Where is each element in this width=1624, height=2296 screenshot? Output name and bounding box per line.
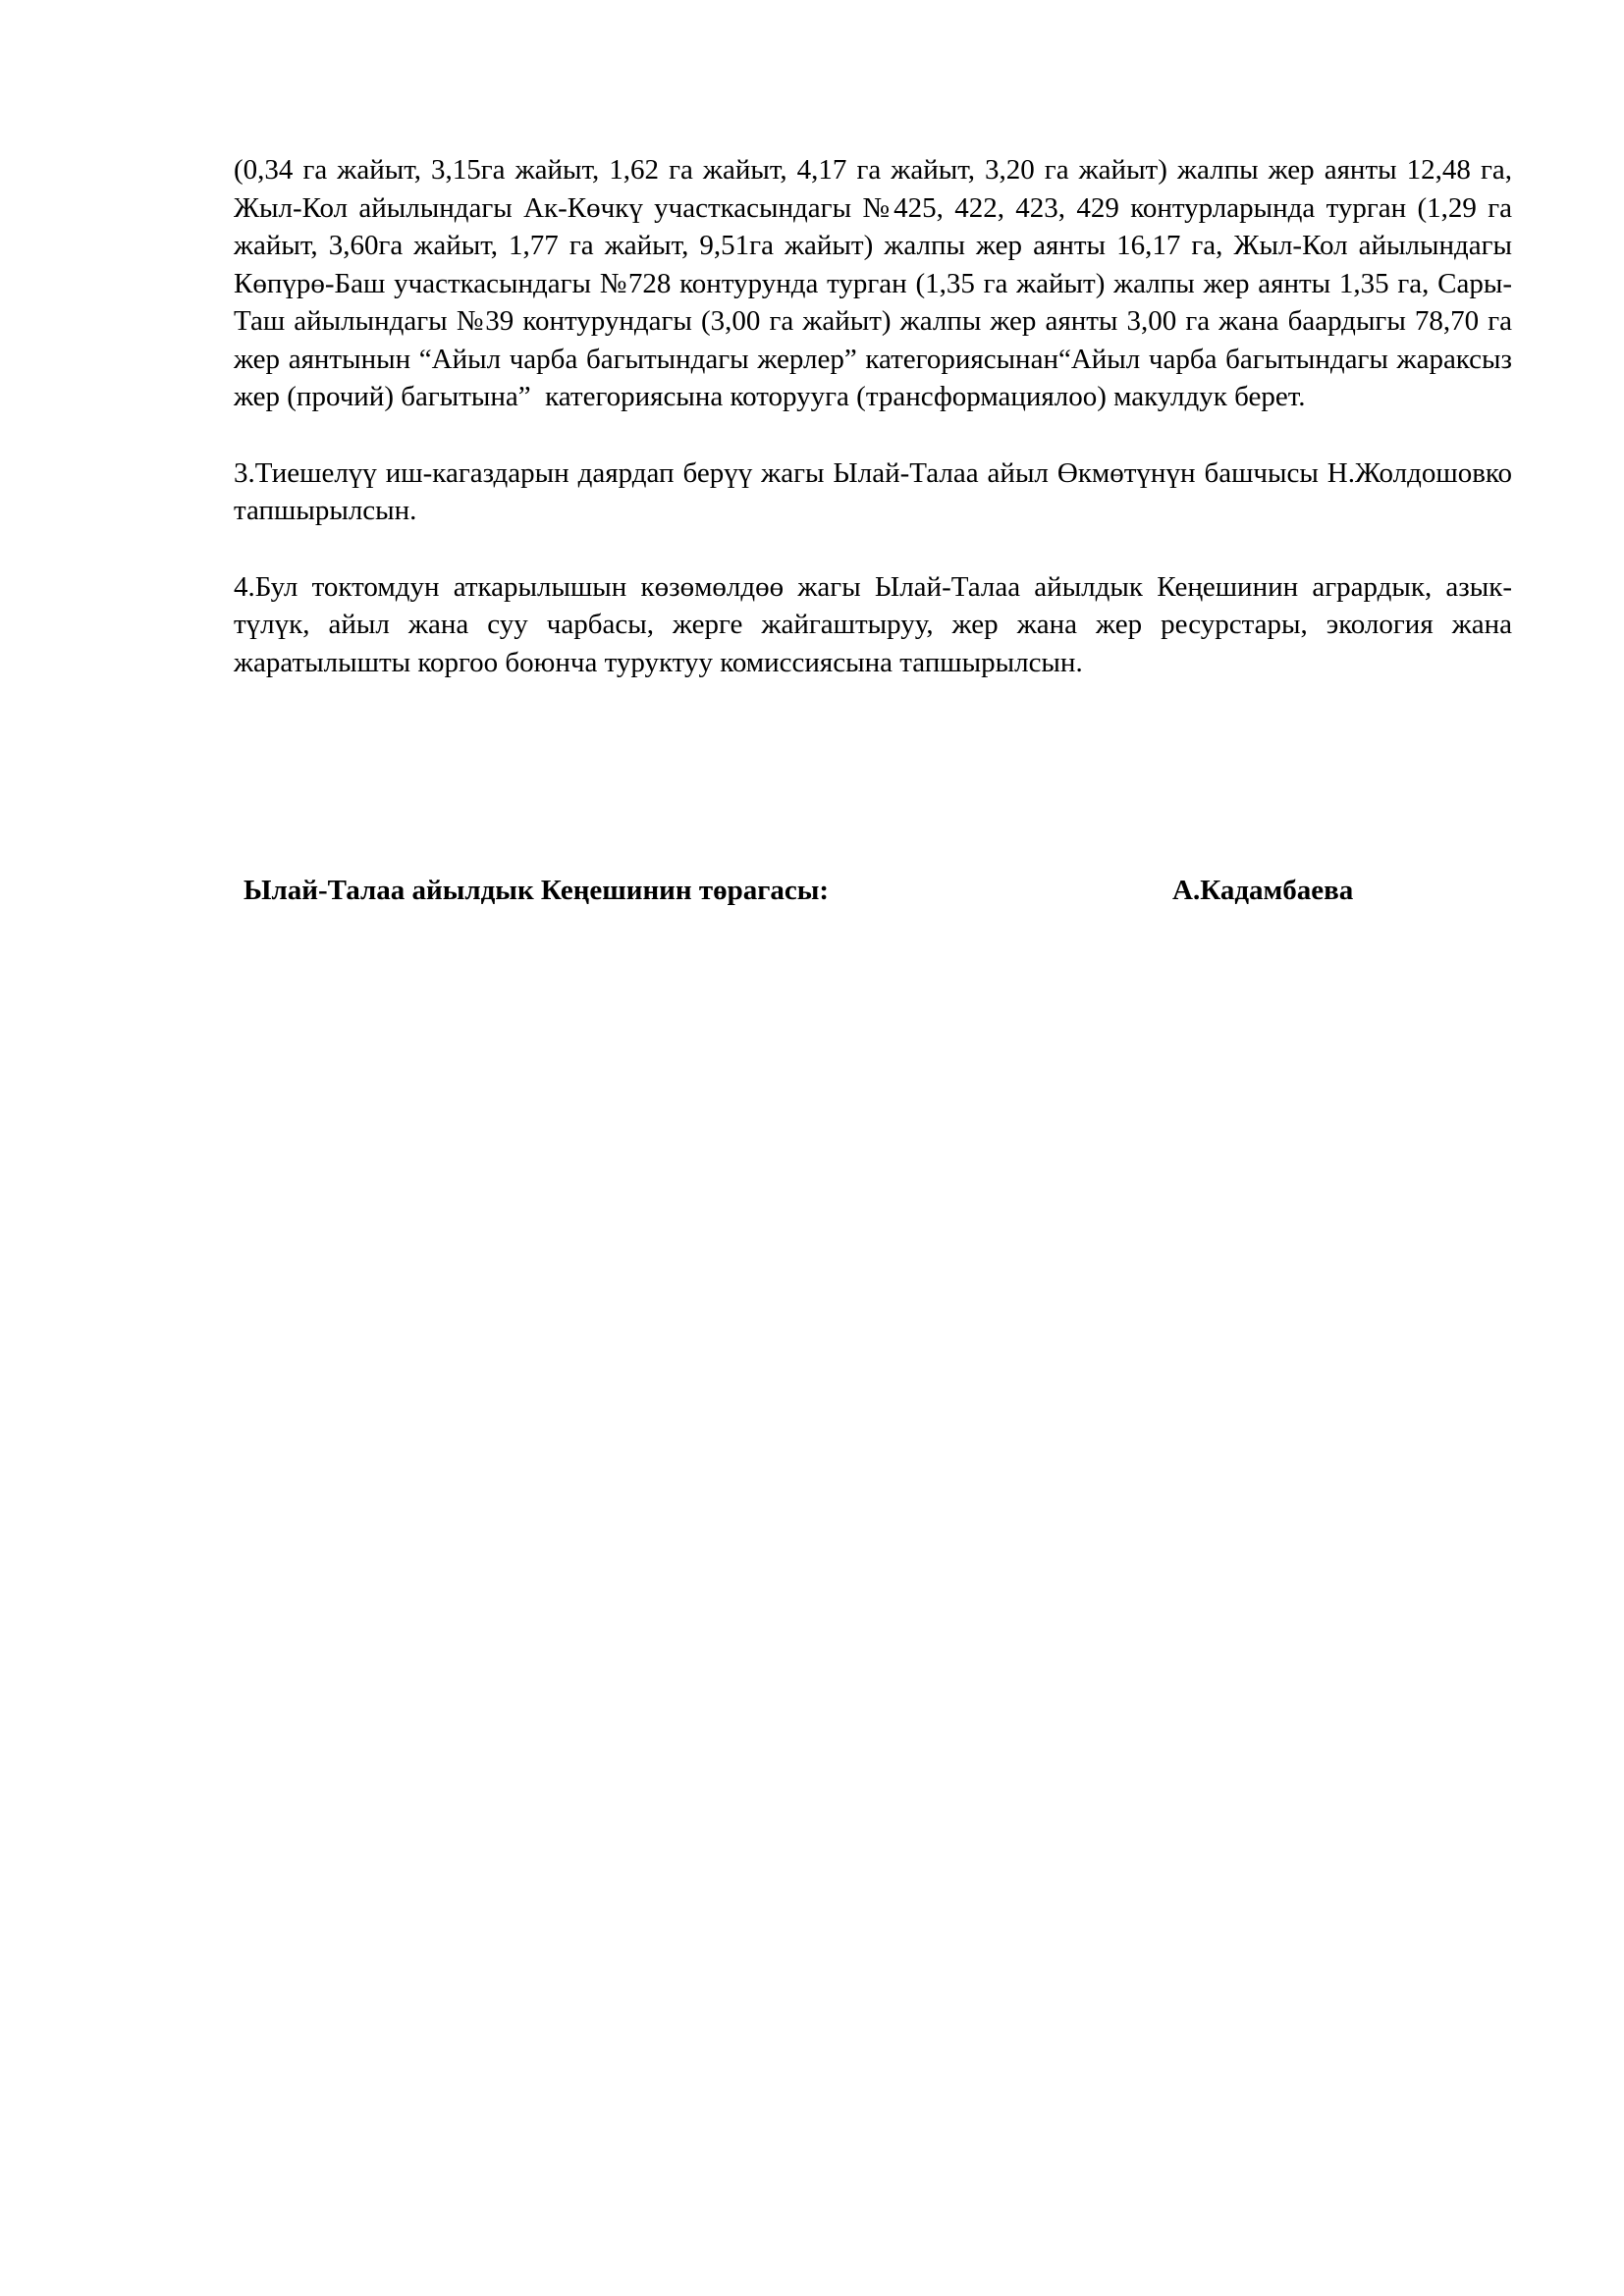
- paragraph-spacer: [234, 530, 1512, 568]
- paragraph-spacer: [234, 416, 1512, 454]
- signature-title: Ылай-Талаа айылдык Кеңешинин төрагасы:: [244, 875, 830, 906]
- document-body: [234, 151, 1520, 681]
- paragraph-land-transformation: (0,34 га жайыт, 3,15га жайыт, 1,62 га жайыт, 4,17 га жайыт, 3,20 га жайыт) жалпы жер аянты 12,48 га, Жыл-Кол айылындагы Ак-Көчкү участкасындагы №425, 422, 423, 429 контурларында турган (1,29 га жайыт, 3,60га жайыт, 1,77 га жайыт, 9,51га жайыт) жалпы жер аянты 16,17 га, Жыл-Кол айылындагы Көпүрө-Баш участкасындагы №728 контурунда турган (1,35 га жайыт) жалпы жер аянты 1,35 га, Сары-Таш айылындагы №39 контурундагы (3,00 га жайыт) жалпы жер аянты 3,00 га жана баардыгы 78,70 га жер аянтынын “Айыл чарба багытындагы жерлер” категориясынан“Айыл чарба багытындагы жараксыз жер (прочий) багытына” категориясына которууга (трансформациялоо) макулдук берет.: [234, 154, 1520, 412]
- signature-name: А.Кадамбаева: [1172, 875, 1354, 906]
- paragraph-paperwork-assignment: 3.Тиешелүү иш-кагаздарын даярдап берүү жагы Ылай-Талаа айыл Өкмөтүнүн башчысы Н.Жолдошовко тапшырылсын.: [234, 456, 1520, 526]
- paragraph-oversight-assignment: 4.Бул токтомдун аткарылышын көзөмөлдөө жагы Ылай-Талаа айылдык Кеңешинин агрардык, азык-түлүк, айыл жана суу чарбасы, жерге жайгаштыруу, жер жана жер ресурстары, экология жана жаратылышты коргоо боюнча туруктуу комиссиясына тапшырылсын.: [234, 570, 1520, 678]
- signature-block: [0, 871, 1624, 910]
